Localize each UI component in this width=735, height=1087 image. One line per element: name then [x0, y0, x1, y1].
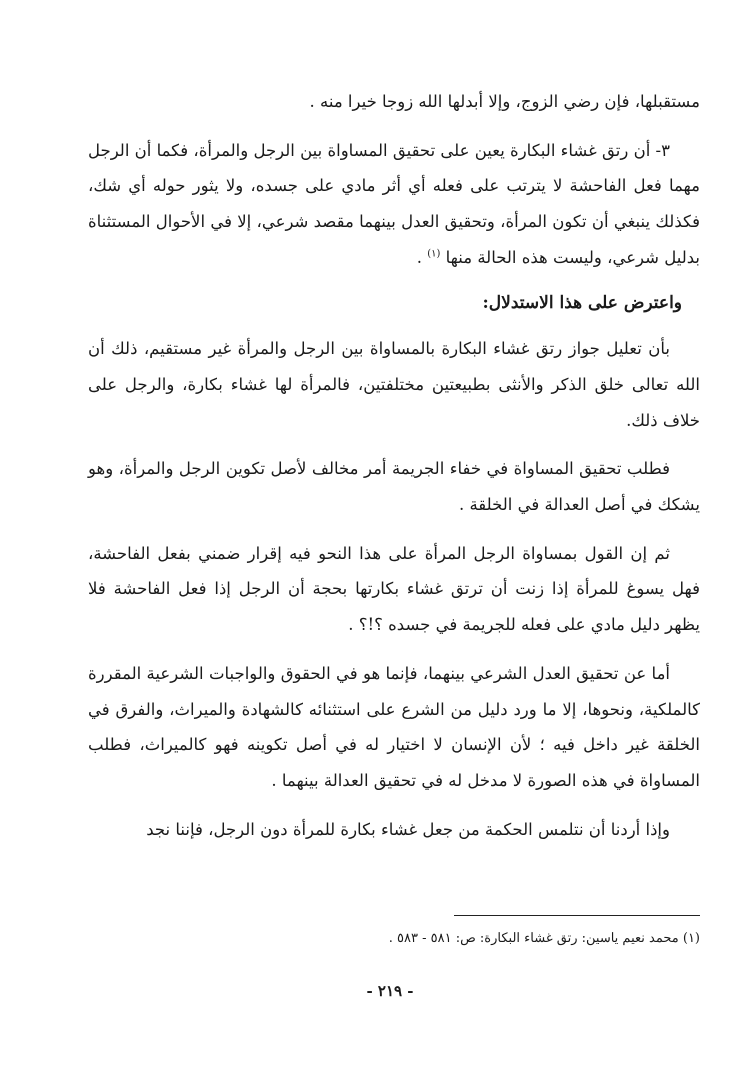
objection-heading: واعترض على هذا الاستدلال:: [482, 292, 682, 313]
footnote-divider: [454, 915, 700, 916]
paragraph-point-3: [88, 133, 700, 276]
paragraph-continuation: مستقبلها، فإن رضي الزوج، وإلا أبدلها الله زوجا خيرا منه .: [309, 92, 700, 111]
paragraph-objection-3: ثم إن القول بمساواة الرجل المرأة على هذا النحو فيه إقرار ضمني بفعل الفاحشة، فهل يسوغ للمرأة إذا زنت أن ترتق غشاء بكارتها بحجة أن الرجل إذا فعل الفاحشة فلا يظهر دليل مادي على فعله للجريمة في جسده ؟!؟ .: [88, 543, 700, 635]
footnote: (١) محمد نعيم ياسين: رتق غشاء البكارة: ص: ٥٨١ - ٥٨٣ .: [388, 931, 700, 946]
paragraph-point-3-text: ٣- أن رتق غشاء البكارة يعين على تحقيق المساواة بين الرجل والمرأة، فكما أن الرجل مهما فعل الفاحشة لا يترتب على فعله أي أثر مادي على جسده، ولا يثور حوله أي شك، فكذلك ينبغي أن تكون المرأة، وتحقيق العدل بينهما مقصد شرعي، إلا في الأحوال المستثناة بدليل شرعي، وليست هذه الحالة منها: [88, 140, 700, 267]
body-text: [88, 84, 700, 847]
footnote-marker: (١): [427, 248, 441, 260]
paragraph-objection-1: بأن تعليل جواز رتق غشاء البكارة بالمساواة بين الرجل والمرأة غير مستقيم، ذلك أن الله تعالى خلق الذكر والأنثى بطبيعتين مختلفتين، فالمرأة لها غشاء بكارة، والرجل على خلاف ذلك.: [88, 339, 700, 430]
page-number: - ٢١٩ -: [366, 982, 414, 1000]
paragraph-objection-4: أما عن تحقيق العدل الشرعي بينهما، فإنما هو في الحقوق والواجبات الشرعية المقررة كالملكية، ونحوها، إلا ما ورد دليل من الشرع على استثنائه كالشهادة والميراث، والفرق في الخلقة غير داخل فيه ؛ لأن الإنسان لا اختيار له في أصل تكوينه فهو كالميراث، فطلب المساواة في هذه الصورة لا مدخل له في تحقيق العدالة بينهما .: [88, 663, 700, 790]
paragraph-point-3-tail: .: [416, 247, 428, 267]
paragraph-wisdom: وإذا أردنا أن نتلمس الحكمة من جعل غشاء بكارة للمرأة دون الرجل، فإننا نجد: [146, 819, 670, 839]
paragraph-objection-2: فطلب تحقيق المساواة في خفاء الجريمة أمر مخالف لأصل تكوين الرجل والمرأة، وهو يشكك في أصل العدالة في الخلقة .: [88, 459, 700, 515]
